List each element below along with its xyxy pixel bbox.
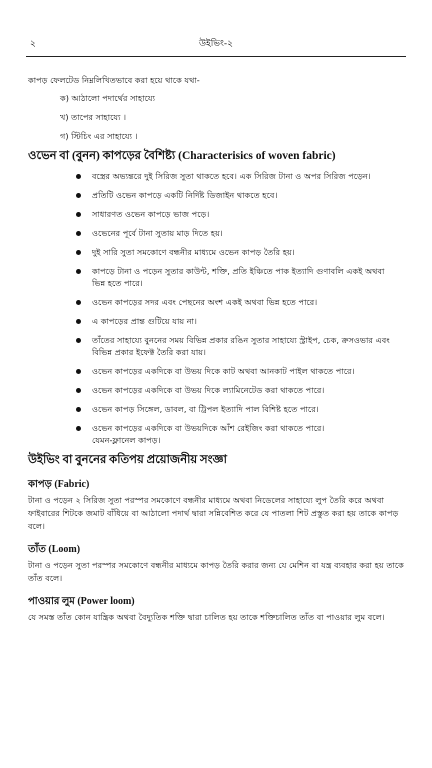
bullet-icon: [76, 231, 81, 236]
list-item: তাঁতের সাহায্যে বুননের সময় বিভিন্ন প্রকার রঙিন সুতার সাহায্যে স্ট্রাইপ, চেক, ক্রসওভার এবং বিভিন্ন প্রকার ইফেক্ট তৈরি করা যায়।: [28, 334, 404, 358]
felting-intro: কাপড় ফেলটেড নিম্নলিখিতভাবে করা হয়ে থাকে যথা-: [28, 75, 200, 85]
term-title-loom: তাঁত (Loom): [28, 544, 81, 555]
bullet-icon: [76, 407, 81, 412]
felting-method: গ) স্টিচিং এর সাহায্যে ।: [60, 131, 138, 141]
list-item: ওভেন কাপড়ের একদিকে বা উভয় দিকে কাট অথবা আনকাট পাইল থাকতে পারে।: [28, 365, 404, 377]
list-item: ওভেন কাপড়ের একদিকে বা উভয়দিকে আঁশ রেইজিং করা থাকতে পারে। যেমন-ফ্লানেল কাপড়।: [28, 422, 404, 446]
header-divider: [26, 56, 406, 57]
bullet-icon: [76, 300, 81, 305]
bullet-icon: [76, 388, 81, 393]
running-title: উইভিং-২: [199, 39, 233, 49]
term-definition-fabric: টানা ও পড়েন ২ সিরিজ সুতা পরস্পর সমকোণে বন্ধনীর মাধ্যমে অথবা নিডেলের সাহায্যে লুপ তৈরি করে অথবা ফাইবারের শিটকে জমাট বাঁধিয়ে বা আঠালো পদার্থ দ্বারা সন্নিবেশিত করে যে পাতলা শিট প্রস্তুত করা হয় তাকে কাপড় বলে।: [28, 495, 399, 531]
felting-method: ক) আঠালো পদার্থের সাহায্যে: [60, 93, 155, 103]
list-item: সাধারণত ওভেন কাপড়ে ভাজ পড়ে।: [28, 208, 404, 220]
term-title-power-loom: পাওয়ার লুম (Power loom): [28, 596, 135, 607]
list-item: বস্ত্রের অভ্যন্তরে দুই সিরিজ সুতা থাকতে হবে। এক সিরিজ টানা ও অপর সিরিজ পড়েন।: [28, 170, 404, 182]
bullet-icon: [76, 269, 81, 274]
page-number: ২: [30, 39, 36, 49]
term-definition-loom: টানা ও পড়েন সুতা পরস্পর সমকোণে বন্ধনীর মাধ্যমে কাপড় তৈরি করার জন্য যে মেশিন বা যন্ত্র ব্যবহার করা হয় তাকে তাঁত বলে।: [28, 560, 404, 583]
bullet-icon: [76, 250, 81, 255]
characteristics-list: [28, 170, 404, 446]
bullet-icon: [76, 426, 81, 431]
bullet-icon: [76, 174, 81, 179]
list-item: ওভেন কাপড়ের একদিকে বা উভয় দিকে ল্যামিনেটেড করা থাকতে পারে।: [28, 384, 404, 396]
section-heading-characteristics: ওভেন বা (বুনন) কাপড়ের বৈশিষ্ট্য (Characterisics of woven fabric): [28, 150, 336, 162]
bullet-icon: [76, 193, 81, 198]
bullet-icon: [76, 319, 81, 324]
bullet-icon: [76, 369, 81, 374]
list-item: এ কাপড়ের প্রান্ত গুটিয়ে যায় না।: [28, 315, 404, 327]
list-item: ওভেন কাপড় সিঙ্গেল, ডাবল, বা ট্রিপল ইত্যাদি পাল বিশিষ্ট হতে পারে।: [28, 403, 404, 415]
term-definition-power-loom: যে সমস্ত তাঁত কোন যান্ত্রিক অথবা বৈদ্যুতিক শক্তি দ্বারা চালিত হয় তাকে শক্তিচালিত তাঁত বা পাওয়ার লুম বলে।: [28, 612, 385, 622]
page-header: [26, 36, 406, 52]
list-item: প্রতিটি ওভেন কাপড়ে একটি নির্দিষ্ট ডিজাইন থাকতে হবে।: [28, 189, 404, 201]
list-item: ওভেনের পূর্বে টানা সুতায় মাড় দিতে হয়।: [28, 227, 404, 239]
section-heading-definitions: উইভিং বা বুননের কতিপয় প্রয়োজনীয় সংজ্ঞা: [28, 454, 227, 466]
example-note: যেমন-ফ্লানেল কাপড়।: [92, 435, 161, 445]
bullet-icon: [76, 338, 81, 343]
term-title-fabric: কাপড় (Fabric): [28, 479, 90, 490]
list-item: ওভেন কাপড়ের সদর এবং পেছনের অংশ একই অথবা ভিন্ন হতে পারে।: [28, 296, 404, 308]
felting-method: খ) তাপের সাহায্যে ।: [60, 112, 127, 122]
list-item: কাপড়ে টানা ও পড়েন সুতার কাউন্ট, শক্তি, প্রতি ইঞ্চিতে পাক ইত্যাদি গুণাবলি একই অথবা ভিন্ন হতে পারে।: [28, 265, 404, 289]
bullet-icon: [76, 212, 81, 217]
page-body: [28, 74, 404, 624]
list-item: দুই সারি সুতা সমকোণে বন্ধনীর মাধ্যমে ওভেন কাপড় তৈরি হয়।: [28, 246, 404, 258]
